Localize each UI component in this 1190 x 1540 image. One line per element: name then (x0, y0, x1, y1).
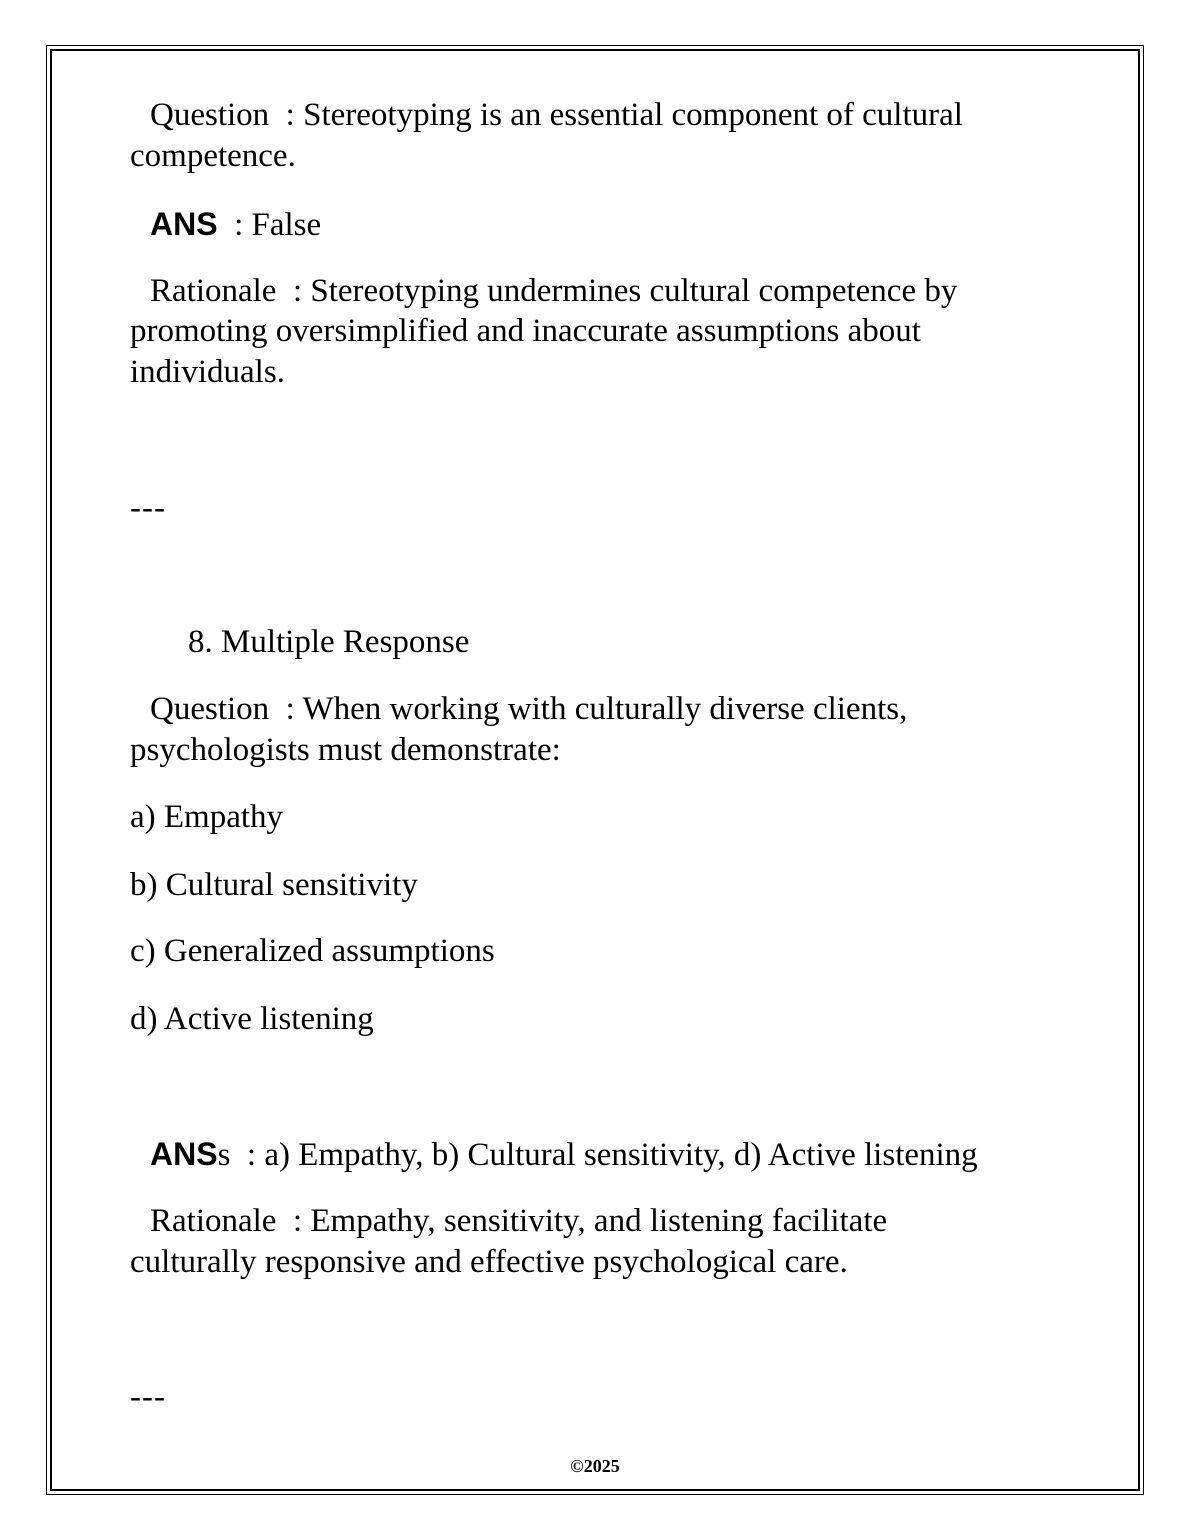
copyright-footer: ©2025 (570, 1456, 620, 1476)
q8-rationale-line-2: culturally responsive and effective psychological care. (130, 1244, 848, 1280)
q8-ans-label: ANS (150, 1136, 218, 1172)
q7-question-line-1 (130, 95, 963, 135)
separator-1: --- (130, 490, 166, 526)
q7-answer-line (130, 204, 321, 245)
q8-question-text: : When working with culturally diverse clients, (285, 691, 908, 727)
q8-ans-suffix: s (217, 1137, 231, 1173)
q7-rationale-line-1 (130, 271, 957, 311)
q7-rationale-line-3: individuals. (130, 354, 285, 390)
q8-question-line-2: psychologists must demonstrate: (130, 732, 561, 768)
q7-question-line-2: competence. (130, 138, 296, 174)
separator-2: --- (130, 1379, 166, 1415)
q7-question-text: : Stereotyping is an essential component of cultural (285, 97, 963, 133)
q8-question-label: Question (150, 691, 270, 727)
q7-rationale-label: Rationale (150, 273, 277, 309)
q8-option-d: d) Active listening (130, 1001, 374, 1037)
q8-rationale-label: Rationale (150, 1203, 277, 1239)
q8-rationale-line-1 (130, 1201, 887, 1241)
q8-rationale-text: : Empathy, sensitivity, and listening facilitate (292, 1203, 888, 1239)
q8-option-a: a) Empathy (130, 799, 284, 835)
q8-answer-line (130, 1134, 978, 1175)
q7-rationale-text: : Stereotyping undermines cultural competence by (292, 273, 958, 309)
q8-option-c: c) Generalized assumptions (130, 933, 495, 969)
q8-heading: 8. Multiple Response (188, 624, 470, 660)
q8-ans-text: : a) Empathy, b) Cultural sensitivity, d) Active listening (246, 1137, 978, 1173)
q8-question-line-1 (130, 689, 907, 729)
q7-ans-label: ANS (150, 206, 218, 242)
q8-option-b: b) Cultural sensitivity (130, 867, 418, 903)
q7-rationale-line-2: promoting oversimplified and inaccurate assumptions about (130, 313, 921, 349)
q7-ans-text: : False (234, 207, 322, 243)
q7-question-label: Question (150, 97, 270, 133)
